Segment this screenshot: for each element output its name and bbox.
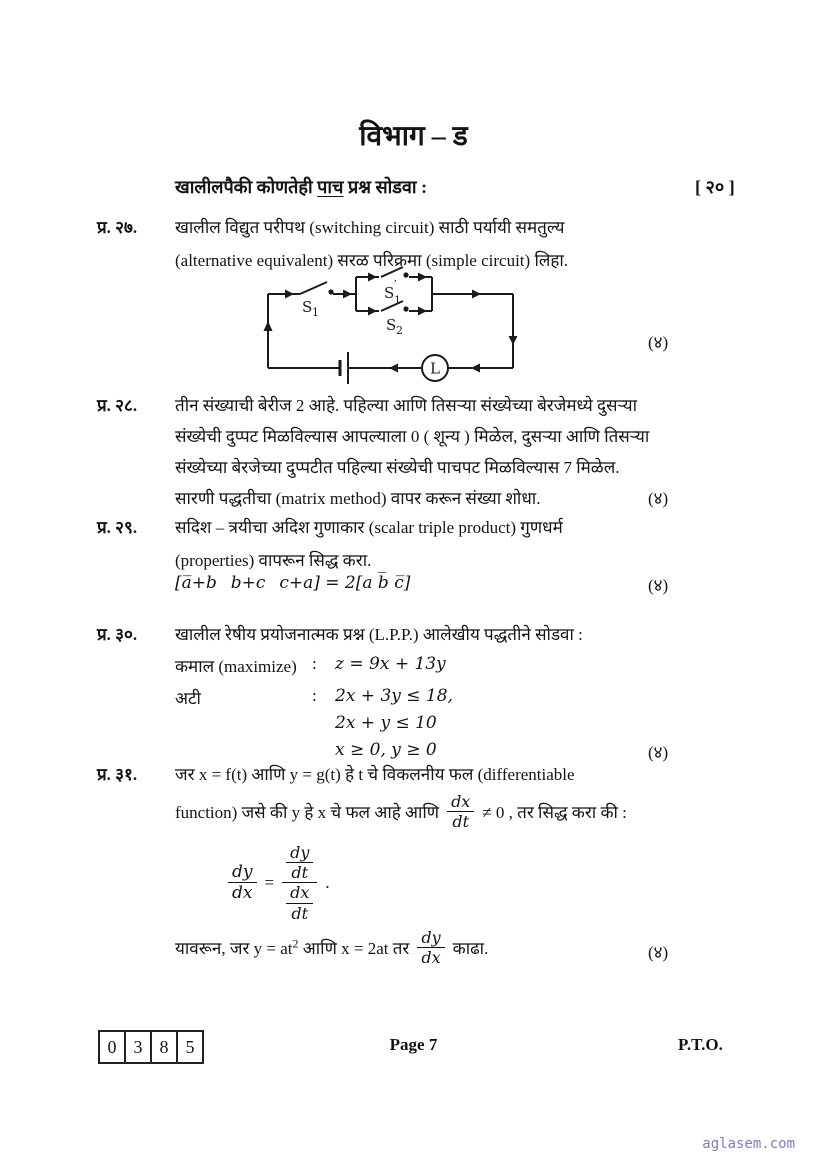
question-28-number: प्र. २८. (97, 396, 138, 415)
question-30-objective: z = 9x + 13y (335, 654, 446, 674)
code-digit: 3 (124, 1032, 150, 1062)
question-30-marks: (४) (648, 743, 669, 762)
pto-label: P.T.O. (678, 1035, 723, 1054)
question-31-main-formula (228, 843, 330, 923)
s2-label-sub: 2 (396, 324, 403, 337)
colon: : (312, 686, 317, 705)
fraction-numerator: dy (286, 843, 313, 863)
equals-sign: = (264, 872, 275, 892)
question-30-constraint: 2x + 3y ≤ 18, (335, 686, 453, 706)
rhs-numerator (282, 843, 317, 883)
superscript-2: 2 (292, 936, 299, 951)
question-28-line: तीन संख्याची बेरीज 2 आहे. पहिल्या आणि तिसऱ्या संख्येच्या बेरजेमध्ये दुसऱ्या (175, 396, 638, 415)
lamp-icon (422, 355, 448, 381)
question-31-line4-post: काढा. (452, 939, 489, 959)
question-31-line2-pre: function) जसे की y हे x चे फल आहे आणि (175, 803, 440, 823)
question-31-line2-post: ≠ 0 , तर सिद्ध करा की : (482, 803, 627, 823)
s1-label-sub: 1 (312, 306, 319, 319)
instruction-post: प्रश्न सोडवा : (343, 177, 428, 197)
question-30-constraint: x ≥ 0, y ≥ 0 (335, 740, 437, 760)
question-28-line: संख्येची दुप्पट मिळविल्यास आपल्याला 0 ( शून्य ) मिळेल, दुसऱ्या आणि तिसऱ्या (175, 427, 650, 446)
section-marks: [ २० ] (695, 177, 735, 197)
question-29-formula: [a̅+b b+c c+a] = 2[a b̅ c̅] (175, 573, 411, 593)
inline-fraction (417, 928, 444, 967)
code-digit: 8 (150, 1032, 176, 1062)
switch-s1-icon (300, 282, 334, 295)
line4-mid-text: आणि x = 2at तर (298, 939, 410, 959)
s2-label-base: S (386, 316, 397, 334)
code-digit: 5 (176, 1032, 202, 1062)
instruction-underlined: पाच (317, 177, 344, 197)
fraction-numerator: dy (417, 928, 444, 948)
question-29-line: (properties) वापरून सिद्ध करा. (175, 551, 372, 570)
question-28-marks: (४) (648, 489, 669, 508)
question-27-marks: (४) (648, 333, 669, 352)
circuit-diagram (253, 265, 583, 387)
inner-fraction (286, 883, 313, 922)
fraction-numerator: dx (447, 792, 474, 812)
line4-pre-text: यावरून, जर y = at (175, 939, 293, 959)
code-digit: 0 (107, 1036, 117, 1057)
question-30-line: खालील रेषीय प्रयोजनात्मक प्रश्न (L.P.P.) आलेखीय पद्धतीने सोडवा : (175, 625, 583, 644)
question-31-line4-pre (175, 936, 409, 959)
switch-s1-prime-icon (381, 267, 409, 278)
question-31-marks: (४) (648, 943, 669, 962)
section-title: विभाग – ड (359, 121, 468, 152)
instruction-pre: खालीलपैकी कोणतेही (175, 177, 318, 197)
question-30-constraint: 2x + y ≤ 10 (335, 713, 437, 733)
period: . (325, 872, 330, 892)
question-29-marks: (४) (648, 576, 669, 595)
fraction-numerator: dy (228, 862, 257, 883)
question-31-line: जर x = f(t) आणि y = g(t) हे t चे विकलनीय फल (differentiable (175, 765, 575, 784)
fraction-denominator: dt (452, 812, 470, 832)
instruction-line (175, 175, 427, 199)
question-29-line: सदिश – त्रयीचा अदिश गुणाकार (scalar triple product) गुणधर्म (175, 518, 563, 537)
question-30-maximize-label: कमाल (maximize) (175, 657, 297, 676)
question-31-line4 (175, 928, 488, 967)
fraction-denominator: dx (232, 883, 253, 904)
question-29-number: प्र. २९. (97, 518, 138, 537)
colon: : (312, 654, 317, 673)
battery-icon (340, 352, 348, 384)
s1-label-base: S (302, 298, 313, 316)
question-27-line: खालील विद्युत परीपथ (switching circuit) साठी पर्यायी समतुल्य (175, 218, 565, 237)
question-27-number: प्र. २७. (97, 218, 138, 237)
question-30-constraints-label: अटी (175, 689, 201, 708)
inner-fraction (286, 843, 313, 882)
rhs-nested-fraction (282, 843, 317, 923)
s1p-label-base: S (384, 284, 395, 302)
lhs-fraction (228, 862, 257, 904)
question-27-line: (alternative equivalent) सरळ परिक्रमा (simple circuit) लिहा. (175, 251, 569, 270)
question-31-line2 (175, 792, 627, 831)
fraction-denominator: dt (291, 903, 309, 923)
inline-fraction (447, 792, 474, 831)
rhs-denominator (282, 883, 317, 922)
s1p-label-prime: ′ (394, 278, 397, 292)
fraction-denominator: dt (291, 863, 309, 883)
question-31-number: प्र. ३१. (97, 765, 138, 784)
page-number: Page 7 (389, 1035, 438, 1054)
question-30-number: प्र. ३०. (97, 625, 138, 644)
question-28-line: सारणी पद्धतीचा (matrix method) वापर करून संख्या शोधा. (175, 489, 541, 508)
watermark: aglasem.com (702, 1136, 795, 1152)
s1p-label-sub: 1 (394, 294, 401, 307)
question-28-line: संख्येच्या बेरजेच्या दुप्पटीत पहिल्या संख्येची पाचपट मिळविल्यास 7 मिळेल. (175, 458, 620, 477)
fraction-denominator: dx (421, 948, 441, 968)
fraction-numerator: dx (286, 883, 313, 903)
lamp-label: L (430, 359, 440, 378)
